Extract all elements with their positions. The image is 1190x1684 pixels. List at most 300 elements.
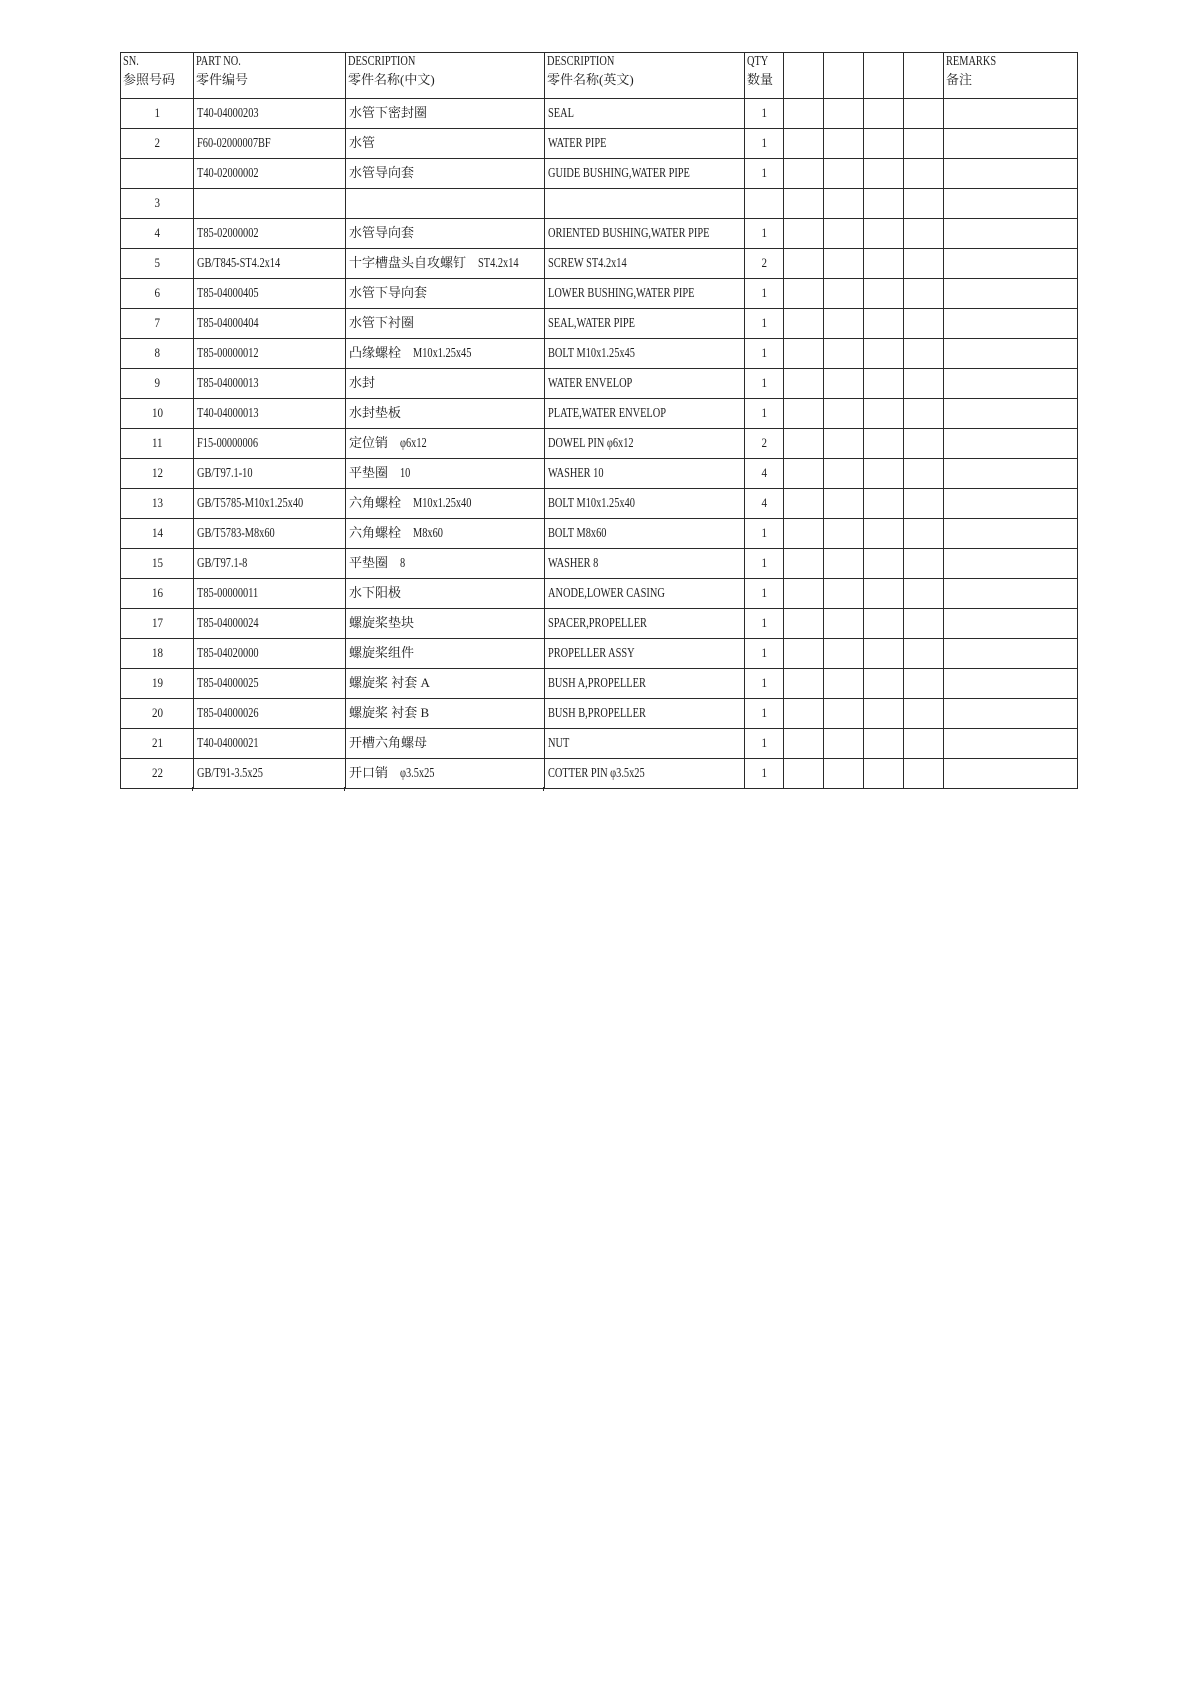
description-en-value: WASHER 10 (548, 465, 604, 481)
header-sn-zh: 参照号码 (123, 72, 176, 87)
header-blank (904, 53, 944, 99)
description-zh-value: 水管下密封圈 (349, 105, 428, 120)
table-row (121, 99, 1078, 129)
description-zh-spec: M8x60 (413, 526, 443, 541)
sn-value: 16 (151, 585, 163, 600)
remarks-cell (944, 699, 1078, 729)
sn-cell (121, 489, 194, 519)
blank-cell (864, 669, 904, 699)
qty-cell (745, 699, 784, 729)
blank-cell (904, 129, 944, 159)
table-row (121, 459, 1078, 489)
description-zh-spec: ST4.2x14 (478, 256, 519, 271)
header-row (121, 53, 1078, 99)
sn-cell (121, 399, 194, 429)
sn-value: 3 (154, 195, 160, 210)
sn-value: 21 (151, 735, 163, 750)
blank-cell (824, 669, 864, 699)
description-zh-value: 水管导向套 (349, 165, 415, 180)
remarks-cell (944, 519, 1078, 549)
blank-cell (824, 579, 864, 609)
blank-cell (784, 339, 824, 369)
blank-cell (784, 699, 824, 729)
description-zh-value: 十字槽盘头自攻螺钉 (349, 255, 467, 270)
sn-value: 6 (154, 285, 160, 300)
description-zh-cell (346, 549, 545, 579)
qty-value: 1 (761, 315, 767, 330)
blank-cell (784, 459, 824, 489)
description-en-value: NUT (548, 735, 570, 751)
description-en-value: LOWER BUSHING,WATER PIPE (548, 285, 695, 301)
description-en-cell (545, 699, 745, 729)
blank-cell (864, 309, 904, 339)
blank-cell (824, 309, 864, 339)
qty-value: 1 (761, 555, 767, 570)
description-zh-cell (346, 129, 545, 159)
description-zh-cell (346, 159, 545, 189)
sn-value: 20 (151, 705, 163, 720)
blank-cell (864, 639, 904, 669)
sn-cell (121, 519, 194, 549)
header-sn-en: SN. (123, 54, 139, 69)
table-row (121, 309, 1078, 339)
header-part-no (194, 53, 346, 99)
remarks-cell (944, 489, 1078, 519)
description-zh-cell (346, 579, 545, 609)
description-en-value: DOWEL PIN φ6x12 (548, 435, 634, 451)
blank-cell (904, 309, 944, 339)
blank-cell (864, 399, 904, 429)
description-en-cell (545, 249, 745, 279)
description-en-cell (545, 99, 745, 129)
blank-cell (864, 429, 904, 459)
header-blank (824, 53, 864, 99)
remarks-cell (944, 309, 1078, 339)
part-no-value: GB/T97.1-10 (197, 465, 253, 481)
sn-value: 13 (151, 495, 163, 510)
description-en-value: WATER ENVELOP (548, 375, 633, 391)
description-en-cell (545, 669, 745, 699)
part-no-cell (194, 489, 346, 519)
description-en-cell (545, 339, 745, 369)
sn-value: 15 (151, 555, 163, 570)
sn-cell (121, 309, 194, 339)
part-no-cell (194, 699, 346, 729)
blank-cell (904, 519, 944, 549)
part-no-cell (194, 99, 346, 129)
table-edge-tick (543, 787, 544, 791)
part-no-value: GB/T91-3.5x25 (197, 765, 263, 781)
blank-cell (824, 219, 864, 249)
description-zh-cell (346, 429, 545, 459)
description-zh-cell (346, 249, 545, 279)
header-description-zh-zh: 零件名称(中文) (348, 72, 435, 87)
blank-cell (904, 699, 944, 729)
qty-cell (745, 99, 784, 129)
part-no-value: T85-04000405 (197, 285, 259, 301)
blank-cell (784, 519, 824, 549)
qty-cell (745, 519, 784, 549)
description-zh-cell (346, 99, 545, 129)
description-zh-cell (346, 309, 545, 339)
qty-value: 1 (761, 285, 767, 300)
blank-cell (864, 699, 904, 729)
description-zh-spec: M10x1.25x45 (413, 346, 472, 361)
part-no-cell (194, 369, 346, 399)
blank-cell (864, 759, 904, 789)
blank-cell (784, 189, 824, 219)
description-en-cell (545, 369, 745, 399)
blank-cell (784, 489, 824, 519)
qty-value: 2 (761, 255, 767, 270)
description-zh-value: 平垫圈 (349, 465, 389, 480)
sn-cell (121, 159, 194, 189)
blank-cell (904, 339, 944, 369)
description-zh-value: 水下阳极 (349, 585, 402, 600)
description-en-value: SEAL (548, 105, 574, 121)
remarks-cell (944, 669, 1078, 699)
header-blank (784, 53, 824, 99)
description-zh-cell (346, 519, 545, 549)
part-no-value: F60-02000007BF (197, 135, 271, 151)
header-sn (121, 53, 194, 99)
part-no-cell (194, 339, 346, 369)
parts-list-table (120, 52, 1078, 789)
part-no-value: T85-04000024 (197, 615, 259, 631)
qty-cell (745, 279, 784, 309)
description-en-value: SCREW ST4.2x14 (548, 255, 627, 271)
description-en-cell (545, 579, 745, 609)
blank-cell (904, 549, 944, 579)
blank-cell (904, 579, 944, 609)
description-zh-value: 开口销 (349, 765, 389, 780)
part-no-cell (194, 429, 346, 459)
blank-cell (904, 249, 944, 279)
blank-cell (784, 279, 824, 309)
part-no-value: GB/T97.1-8 (197, 555, 248, 571)
qty-value: 2 (761, 435, 767, 450)
header-part-no-zh: 零件编号 (196, 72, 249, 87)
header-qty-en: QTY (747, 54, 769, 69)
qty-value: 1 (761, 105, 767, 120)
description-en-value: GUIDE BUSHING,WATER PIPE (548, 165, 690, 181)
blank-cell (864, 279, 904, 309)
blank-cell (784, 399, 824, 429)
blank-cell (864, 579, 904, 609)
blank-cell (904, 99, 944, 129)
blank-cell (904, 759, 944, 789)
sn-cell (121, 699, 194, 729)
remarks-cell (944, 609, 1078, 639)
description-en-cell (545, 759, 745, 789)
blank-cell (824, 189, 864, 219)
qty-value: 1 (761, 225, 767, 240)
qty-cell (745, 309, 784, 339)
table-row (121, 129, 1078, 159)
description-zh-value: 螺旋桨 衬套 A (349, 675, 430, 690)
table-row (121, 759, 1078, 789)
sn-value: 7 (154, 315, 160, 330)
description-zh-cell (346, 399, 545, 429)
description-en-cell (545, 129, 745, 159)
description-zh-cell (346, 219, 545, 249)
description-zh-cell (346, 639, 545, 669)
header-description-zh (346, 53, 545, 99)
description-en-value: BUSH B,PROPELLER (548, 705, 646, 721)
blank-cell (864, 249, 904, 279)
blank-cell (784, 759, 824, 789)
qty-cell (745, 219, 784, 249)
blank-cell (784, 609, 824, 639)
header-description-zh-en: DESCRIPTION (348, 54, 416, 69)
part-no-cell (194, 549, 346, 579)
blank-cell (904, 459, 944, 489)
table-row (121, 249, 1078, 279)
blank-cell (904, 429, 944, 459)
description-zh-value: 六角螺栓 (349, 525, 402, 540)
part-no-cell (194, 759, 346, 789)
blank-cell (864, 519, 904, 549)
sn-cell (121, 369, 194, 399)
description-zh-spec: φ3.5x25 (400, 766, 435, 781)
description-en-value: PROPELLER ASSY (548, 645, 635, 661)
blank-cell (864, 189, 904, 219)
remarks-cell (944, 339, 1078, 369)
blank-cell (824, 429, 864, 459)
description-zh-cell (346, 489, 545, 519)
remarks-cell (944, 159, 1078, 189)
qty-cell (745, 429, 784, 459)
qty-value: 1 (761, 375, 767, 390)
header-qty-zh: 数量 (747, 72, 774, 87)
description-zh-spec: 8 (400, 556, 406, 571)
blank-cell (904, 159, 944, 189)
blank-cell (784, 639, 824, 669)
remarks-cell (944, 399, 1078, 429)
part-no-value: T85-02000002 (197, 225, 259, 241)
qty-cell (745, 549, 784, 579)
blank-cell (864, 489, 904, 519)
header-blank (864, 53, 904, 99)
sn-cell (121, 729, 194, 759)
part-no-cell (194, 729, 346, 759)
description-en-cell (545, 309, 745, 339)
qty-value: 1 (761, 405, 767, 420)
table-body (121, 99, 1078, 789)
qty-cell (745, 249, 784, 279)
sn-value: 14 (151, 525, 163, 540)
part-no-cell (194, 279, 346, 309)
description-zh-value: 水管下衬圈 (349, 315, 415, 330)
blank-cell (784, 99, 824, 129)
sn-value: 4 (154, 225, 160, 240)
description-en-cell (545, 519, 745, 549)
sn-cell (121, 609, 194, 639)
description-zh-cell (346, 459, 545, 489)
description-zh-cell (346, 759, 545, 789)
description-zh-cell (346, 189, 545, 219)
description-en-cell (545, 279, 745, 309)
header-description-en (545, 53, 745, 99)
blank-cell (824, 249, 864, 279)
table-row (121, 189, 1078, 219)
description-en-value: ANODE,LOWER CASING (548, 585, 665, 601)
qty-value: 1 (761, 705, 767, 720)
sn-cell (121, 579, 194, 609)
blank-cell (784, 129, 824, 159)
part-no-value: GB/T845-ST4.2x14 (197, 255, 281, 271)
qty-value: 1 (761, 135, 767, 150)
part-no-value: T40-04000203 (197, 105, 259, 121)
part-no-cell (194, 399, 346, 429)
blank-cell (784, 309, 824, 339)
remarks-cell (944, 429, 1078, 459)
remarks-cell (944, 729, 1078, 759)
part-no-value: T40-04000021 (197, 735, 259, 751)
part-no-cell (194, 309, 346, 339)
sn-value: 12 (151, 465, 163, 480)
description-zh-spec: 10 (400, 466, 411, 481)
description-zh-value: 水封垫板 (349, 405, 402, 420)
sn-cell (121, 189, 194, 219)
blank-cell (824, 129, 864, 159)
qty-value: 1 (761, 645, 767, 660)
part-no-cell (194, 579, 346, 609)
header-description-en-en: DESCRIPTION (547, 54, 615, 69)
blank-cell (824, 759, 864, 789)
table-row (121, 159, 1078, 189)
sn-cell (121, 99, 194, 129)
description-en-cell (545, 609, 745, 639)
qty-value: 1 (761, 165, 767, 180)
description-en-value: ORIENTED BUSHING,WATER PIPE (548, 225, 710, 241)
part-no-value: GB/T5783-M8x60 (197, 525, 275, 541)
blank-cell (864, 369, 904, 399)
description-en-value: COTTER PIN φ3.5x25 (548, 765, 645, 781)
description-zh-cell (346, 669, 545, 699)
description-en-cell (545, 219, 745, 249)
sn-cell (121, 339, 194, 369)
blank-cell (824, 459, 864, 489)
table-row (121, 489, 1078, 519)
qty-cell (745, 339, 784, 369)
table-row (121, 669, 1078, 699)
blank-cell (824, 549, 864, 579)
blank-cell (824, 609, 864, 639)
description-zh-cell (346, 279, 545, 309)
sn-value: 17 (151, 615, 163, 630)
description-zh-cell (346, 729, 545, 759)
description-zh-value: 凸缘螺栓 (349, 345, 402, 360)
header-qty (745, 53, 784, 99)
qty-value: 1 (761, 675, 767, 690)
remarks-cell (944, 249, 1078, 279)
sn-value: 18 (151, 645, 163, 660)
header-remarks-en: REMARKS (946, 54, 997, 69)
qty-cell (745, 609, 784, 639)
blank-cell (864, 459, 904, 489)
table-edge-tick (192, 787, 193, 791)
description-zh-cell (346, 339, 545, 369)
blank-cell (864, 729, 904, 759)
description-zh-value: 水管导向套 (349, 225, 415, 240)
qty-cell (745, 729, 784, 759)
part-no-value: T85-00000012 (197, 345, 259, 361)
description-zh-value: 螺旋桨组件 (349, 645, 415, 660)
part-no-value: T85-04020000 (197, 645, 259, 661)
blank-cell (784, 549, 824, 579)
table-row (121, 729, 1078, 759)
description-zh-value: 螺旋桨垫块 (349, 615, 415, 630)
part-no-value: T85-04000013 (197, 375, 259, 391)
remarks-cell (944, 129, 1078, 159)
sn-cell (121, 249, 194, 279)
description-zh-value: 六角螺栓 (349, 495, 402, 510)
remarks-cell (944, 549, 1078, 579)
qty-cell (745, 189, 784, 219)
remarks-cell (944, 189, 1078, 219)
blank-cell (864, 129, 904, 159)
description-zh-value: 水管下导向套 (349, 285, 428, 300)
description-en-cell (545, 639, 745, 669)
description-zh-cell (346, 369, 545, 399)
blank-cell (824, 729, 864, 759)
description-en-value: BOLT M10x1.25x45 (548, 345, 635, 361)
part-no-cell (194, 519, 346, 549)
table-header (121, 53, 1078, 99)
remarks-cell (944, 459, 1078, 489)
sn-cell (121, 429, 194, 459)
table-row (121, 219, 1078, 249)
sn-value: 5 (154, 255, 160, 270)
description-en-value: WASHER 8 (548, 555, 599, 571)
description-en-cell (545, 459, 745, 489)
blank-cell (904, 189, 944, 219)
description-zh-value: 水封 (349, 375, 376, 390)
blank-cell (784, 579, 824, 609)
qty-value: 1 (761, 525, 767, 540)
remarks-cell (944, 219, 1078, 249)
qty-cell (745, 759, 784, 789)
sn-value: 9 (154, 375, 160, 390)
part-no-cell (194, 189, 346, 219)
table-row (121, 399, 1078, 429)
description-en-value: SEAL,WATER PIPE (548, 315, 635, 331)
blank-cell (904, 669, 944, 699)
sn-cell (121, 459, 194, 489)
part-no-cell (194, 639, 346, 669)
description-zh-spec: M10x1.25x40 (413, 496, 472, 511)
part-no-value: T85-04000404 (197, 315, 259, 331)
description-zh-spec: φ6x12 (400, 436, 427, 451)
part-no-value: T85-04000026 (197, 705, 259, 721)
remarks-cell (944, 279, 1078, 309)
header-part-no-en: PART NO. (196, 54, 241, 69)
part-no-value: T40-02000002 (197, 165, 259, 181)
part-no-cell (194, 129, 346, 159)
sn-value: 11 (151, 435, 163, 450)
sn-value: 19 (151, 675, 163, 690)
description-en-cell (545, 429, 745, 459)
description-en-value: BOLT M10x1.25x40 (548, 495, 635, 511)
sn-cell (121, 669, 194, 699)
blank-cell (824, 159, 864, 189)
blank-cell (824, 639, 864, 669)
remarks-cell (944, 759, 1078, 789)
description-en-value: BOLT M8x60 (548, 525, 607, 541)
blank-cell (824, 339, 864, 369)
part-no-cell (194, 669, 346, 699)
